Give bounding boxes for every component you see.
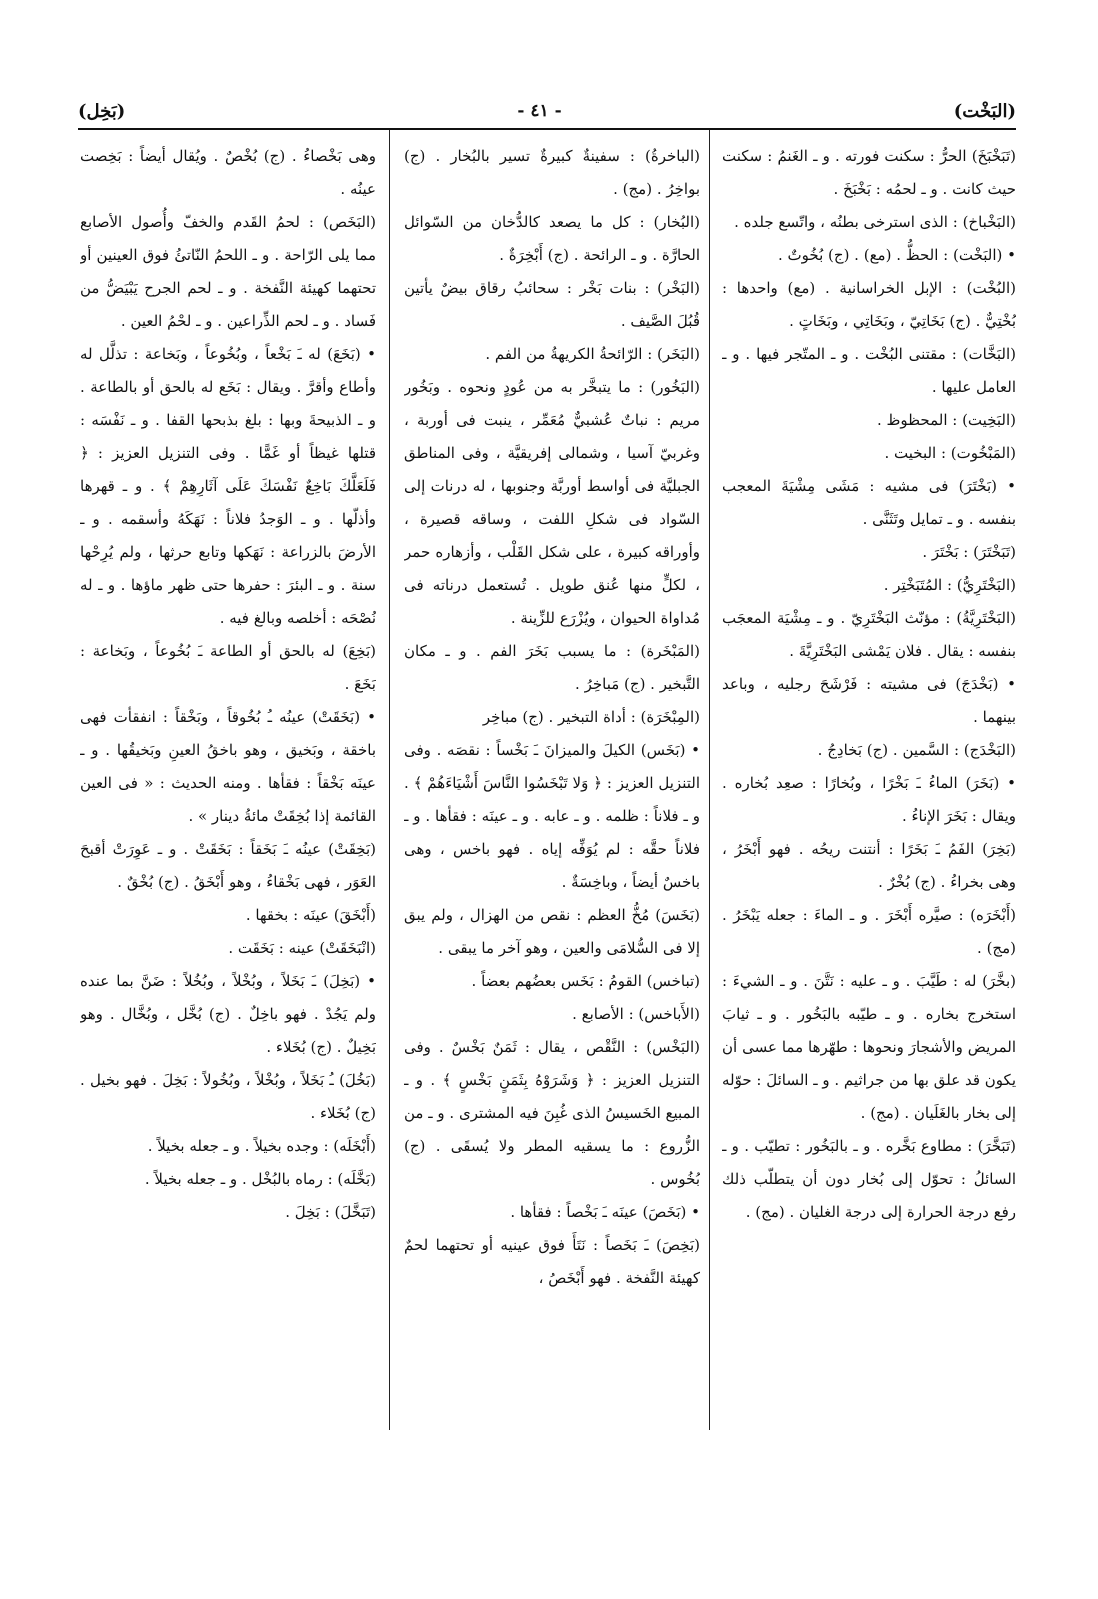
dictionary-entry: (البَخْر) : بنات بَخْر : سحائبُ رقاق بيضٌ يأتين قُبُلَ الصَّيف . [404,279,700,330]
dictionary-entry: (المَبْخَرة) : ما يسبب بَخَرَ الفم . و ـ مكان التَّبخير . (ج) مَباخِرُ . [404,642,700,693]
dictionary-entry: • (البَخْت) : الحظُّ . (مع) . (ج) بُخُوتٌ . [778,246,1016,264]
dictionary-entry: (الباخرةُ) : سفينةٌ كبيرةٌ تسير بالبُخار . (ج) بواخِرُ . (مج) . [404,147,700,198]
dictionary-entry: • (بَخَعَ) له ـَ بَخْعاً ، وبُخُوعاً ، وبَخاعة : تذلَّل له وأطاع وأقرَّ . ويقال : بَخَع له بالحق أو بالطاعة . و ـ الذبيحةَ وبها : بلغ بذبحها القفا . و ـ نَفْسَه : قتلها غيظاً أو غَمًّا . وفى التنزيل العزيز : ﴿ فَلَعَلَّكَ بَاخِعٌ نَفْسَكَ عَلَى آثَارِهِمْ ﴾ . و ـ قهرها وأذلّها . و ـ الوَجدُ فلاناً : نَهَكَهُ وأسقمه . و ـ الأرضَ بالزراعة : نَهَكها وتابع حرثها ، ولم يُرِحْها سنة . و ـ البئرَ : حفرها حتى ظهر ماؤها . و ـ له نُصْحَه : أخلصه وبالغ فيه . [80,345,376,627]
dictionary-entry: • (بَخْدَجَ) فى مشيته : فَرْشَحَ رجليه ، وباعد بينهما . [722,675,1016,726]
dictionary-entry: (البَخَص) : لحمُ القَدم والخفّ وأُصول الأصابع مما يلى الرّاحة . و ـ اللحمُ النّاتئُ فوق العينين أو تحتهما كهيئة النَّفخة . و ـ لحم الجرح يَبْيَضُّ من فَساد . و ـ لحم الذِّراعين . و ـ لحْمُ العين . [80,213,376,330]
column-divider [389,130,390,1430]
dictionary-entry: (بَخِعَ) له بالحق أو الطاعة ـَ بُخُوعاً ، وبَخاعة : بَخَعَ . [80,642,376,693]
dictionary-entry: (بَخِقَتْ) عينُه ـَ بَخَقاً : بَخَقَتْ . و ـ عَوِرَتْ أقبحَ العَوَر ، فهى بَخْقاءُ ، وهو أَبْخَقُ . (ج) بُخْقٌ . [80,840,376,891]
dictionary-entry: (انْبَخَقَتْ) عينه : بَخَقَت . [228,939,376,957]
dictionary-entry: (البَخْتَرِيَّةُ) : مؤنّث البَخْتَرِيّ . و ـ مِشْيَة المعجَب بنفسه : يقال . فلان يَمْشى البَخْتَرِيَّةَ . [722,609,1016,660]
dictionary-entry: (بَخُلَ) ـُ بَخَلاً ، وبُخْلاً ، وبُخُولاً : بَخِلَ . فهو بخيل . (ج) بُخَلاء . [80,1071,376,1122]
dictionary-entry: • (بَخَس) الكيلَ والميزانَ ـَ بَخْساً : نقصَه . وفى التنزيل العزيز : ﴿ وَلا تَبْخَسُوا النَّاسَ أَشْيَاءَهُمْ ﴾ . و ـ فلاناً : ظلمه . و ـ عابه . و ـ عينَه : فقأها . و ـ فلاناً حقَّه : لم يُوَفِّه إياه . فهو باخس ، وهى باخسٌ أيضاً ، وباخِسَةٌ . [404,741,700,891]
dictionary-entry: وهى بَخْصاءُ . (ج) بُخْصٌ . ويُقال أيضاً : بَخِصت عينُه . [80,147,376,198]
dictionary-entry: • (بَخَصَ) عينَه ـَ بَخْصاً : فقأها . [510,1203,700,1221]
dictionary-entry: (تَبَخْبَخَ) الحرُّ : سكنت فورته . و ـ الغَنمُ : سكنت حيث كانت . و ـ لحمُه : بَخْبَخَ . [722,147,1016,198]
dictionary-entry: (الأَباخس) : الأصابع . [572,1005,700,1023]
dictionary-entry: (البَخِيت) : المحظوظ . [876,411,1016,429]
dictionary-entry: (بَخِرَ) الفَمُ ـَ بَخَرًا : أنتنت ريحُه . فهو أَبْخَرُ ، وهى بخراءُ . (ج) بُخْرٌ . [722,840,1016,891]
dictionary-entry: • (بَخْتَرَ) فى مشيه : مَشَى مِشْيَةَ المعجب بنفسه . و ـ تمايل وتَثَنَّى . [722,477,1016,528]
dictionary-entry: (تَبَخْتَرَ) : بَخْتَرَ . [922,543,1016,561]
column-divider [709,130,710,1430]
dictionary-entry: • (بَخَقَتْ) عينُه ـُ بُخُوقاً ، وبَخْقاً : انفقأت فهى باخقة ، وبَخيق ، وهو باخقُ العينِ وبَخيقُها . و ـ عينَه بَخْقاً : فقأها . ومنه الحديث : « فى العين القائمة إذا بُخِقَتْ مائةُ دينار » . [80,708,376,825]
dictionary-entry: (بخَّرَ) له : طَيَّبَ . و ـ عليه : نَتَّنَ . و ـ الشيءَ : استخرج بخاره . و ـ طيّبه بالبَخُور . و ـ ثيابَ المريض والأشجارَ ونحوها : طهّرها مما عسى أن يكون قد علق بها من جراثيم . و ـ السائلَ : حوّله إلى بخار بالغَلَيان . (مج) . [722,972,1016,1122]
dictionary-entry: (البُخار) : كل ما يصعد كالدُّخان من السّوائل الحارَّة . و ـ الرائحة . (ج) أَبْخِرَةٌ . [404,213,700,264]
column-middle [404,140,700,1450]
header-left-title: (بَخِل) [78,100,126,122]
page-number: - ٤١ - [517,101,562,121]
dictionary-entry: (البَخْباخ) : الذى استرخى بطنُه ، واتّسع جلده . [734,213,1016,231]
dictionary-entry: (بَخِصَ) ـَ بَخَصاً : نَتَأَ فوق عينيه أو تحتهما لحمٌ كهيئة النَّفخة . فهو أَبْخَصُ ، [404,1236,700,1287]
running-header [78,96,1016,126]
dictionary-entry: (أَبْخَلَه) : وجده بخيلاً . و ـ جعله بخيلاً . [147,1137,376,1155]
dictionary-entry: (المِبْخَرَة) : أداة التبخير . (ج) مباخِر [482,708,700,726]
dictionary-entry: (البَخَّات) : مقتنى البُخْت . و ـ المتّجر فيها . و ـ العامل عليها . [722,345,1016,396]
dictionary-entry: (تَبَخَّلَ) : بَخِلَ . [285,1203,376,1221]
dictionary-entry: (البَخُور) : ما يتبخَّر به من عُودٍ ونحوه . وبَخُور مريم : نباتٌ عُشبيٌّ مُعَمِّر ، ينبت فى أوربة ، وغربيّ آسيا ، وشمالى إفريقيَّة ، وفى المناطق الجبليَّة فى أواسط أوربَّة وجنوبها ، له درنات إلى السّواد فى شكلِ اللفت ، وساقه قصيرة ، وأوراقه كبيرة ، على شكل القَلْب ، وأزهاره حمر ، لكلٍّ منها عُنق طويل . تُستعمل درناته فى مُداواة الحيوان ، ويُزْرَع للزِّينة . [404,378,700,627]
column-left [80,140,376,1450]
column-right [722,140,1016,1450]
dictionary-entry: (تباخس) القومُ : بَخَس بعضُهم بعضاً . [471,972,700,990]
dictionary-entry: • (بَخِلَ) ـَ بَخَلاً ، وبُخْلاً ، وبُخُلاً : ضَنَّ بما عنده ولم يَجُدْ . فهو باخِلٌ . (ج) بُخَّل ، وبُخَّال . وهو بَخِيلٌ . (ج) بُخَلاء . [80,972,376,1056]
dictionary-entry: (أَبْخَقَ) عينَه : بخقها . [245,906,376,924]
dictionary-entry: (البَخَر) : الرّائحةُ الكريهةُ من الفم . [485,345,700,363]
dictionary-entry: (البُخْت) : الإبل الخراسانية . (مع) واحدها : بُخْتِيٌّ . (ج) بَخَاتِيّ ، وبَخَاتِي ، وبَخَاتٍ . [722,279,1016,330]
dictionary-entry: (أَبْخَرَه) : صيَّره أَبْخَرَ . و ـ الماءَ : جعله يَبْخَرُ . (مج) . [722,906,1016,957]
dictionary-entry: (بَخَسَ) مُخُّ العظم : نقص من الهزال ، ولم يبق إلا فى السُّلامَى والعين ، وهو آخر ما يبقى . [404,906,700,957]
dictionary-entry: (البَخْتَرِيُّ) : المُتَبَخْتِر . [883,576,1016,594]
dictionary-entry: (بَخَّلَه) : رماه بالبُخْل . و ـ جعله بخيلاً . [144,1170,376,1188]
dictionary-entry: (تَبَخَّرَ) : مطاوع بَخَّره . و ـ بالبَخُور : تطيّب . و ـ السائلُ : تحوّل إلى بُخار دون أن يتطلّب ذلك رفع درجة الحرارة إلى درجة الغليان . (مج) . [722,1137,1016,1221]
header-right-title: (البَخْت) [953,100,1016,122]
dictionary-entry: (البَخْس) : النَّقْص ، يقال : ثَمَنٌ بَخْسٌ . وفى التنزيل العزيز : ﴿ وَشَرَوْهُ بِثَمَنٍ بَخْسٍ ﴾ . و ـ المبيع الخَسيسُ الذى غُبِنَ فيه المشترى . و ـ من الزُّروع : ما يسقيه المطر ولا يُسقَى . (ج) بُخُوس . [404,1038,700,1188]
header-rule [78,128,1016,130]
dictionary-entry: (المَبْخُوت) : البخيت . [884,444,1016,462]
dictionary-entry: (البَخْدَج) : السَّمين . (ج) بَخادِجُ . [817,741,1016,759]
dictionary-entry: • (بَخَرَ) الماءُ ـَ بَخْرًا ، وبُخارًا : صعِد بُخاره . ويقال : بَخَرَ الإناءُ . [722,774,1016,825]
